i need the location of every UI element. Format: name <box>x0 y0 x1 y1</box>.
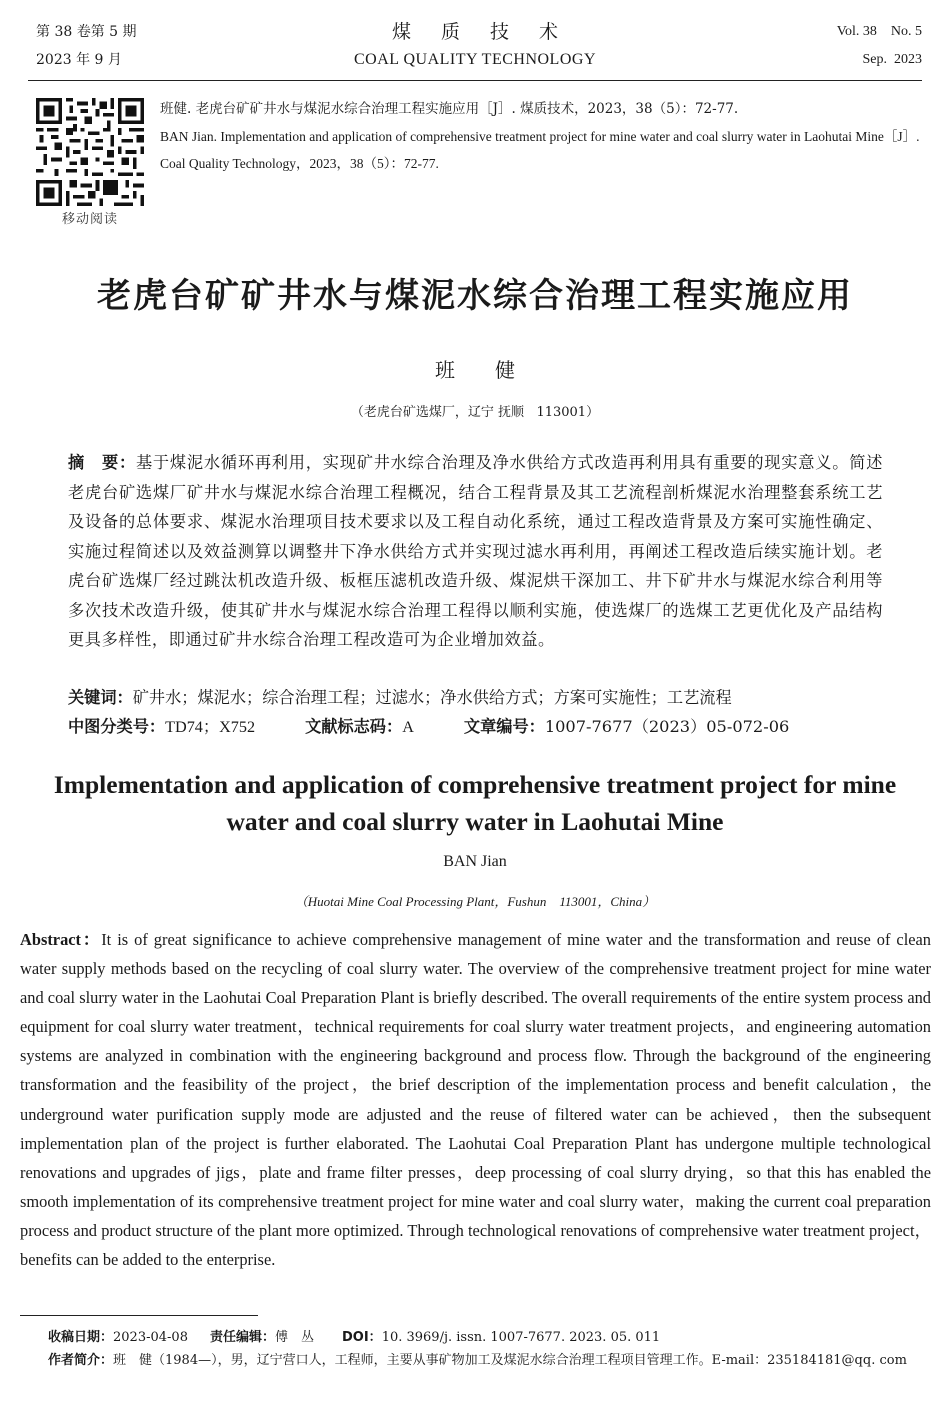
abstract-cn-label: 摘 要： <box>68 453 136 472</box>
received-label: 收稿日期： <box>48 1330 114 1345</box>
editor-label: 责任编辑： <box>209 1330 275 1345</box>
footnote-author-bio <box>48 1350 930 1372</box>
header-right <box>837 18 922 74</box>
journal-name-en: COAL QUALITY TECHNOLOGY <box>354 51 596 68</box>
bio-value: 班 健（1984—），男，辽宁营口人，工程师，主要从事矿物加工及煤泥水综合治理工程项目管理工作。E-mail：235184181@qq. com <box>113 1353 907 1368</box>
clc-label: 中图分类号： <box>68 717 166 736</box>
affiliation-cn: （老虎台矿选煤厂，辽宁 抚顺 113001） <box>350 405 600 420</box>
abstract-en <box>20 925 931 1274</box>
affiliation-en: （Huotai Mine Coal Processing Plant，Fushun 113001，China） <box>294 894 656 909</box>
title-en: Implementation and application of comprehensive treatment project for mine water and coal slurry water in Laohutai Mine <box>53 770 897 836</box>
doi-label: DOI： <box>342 1330 382 1345</box>
citation-block <box>160 96 930 177</box>
abstract-cn-text: 基于煤泥水循环再利用，实现矿井水综合治理及净水供给方式改造再利用具有重要的现实意义。简述老虎台矿选煤厂矿井水与煤泥水综合治理工程概况，结合工程背景及其工艺流程剖析煤泥水治理整套系统工艺及设备的总体要求、煤泥水治理项目技术要求以及工程自动化系统，通过工程改造背景及方案可实施性确定、实施过程简述以及效益测算以调整井下净水供给方式并实现过滤水再利用，再阐述工程改造后续实施计划。老虎台矿选煤厂经过跳汰机改造升级、板框压滤机改造升级、煤泥烘干深加工、井下矿井水与煤泥水综合利用等多次技术改造升级，使其矿井水与煤泥水综合治理工程得以顺利实施，使选煤厂的选煤工艺更优化及产品结构更具多样性，即通过矿井水综合治理工程改造可为企业增加效益。 <box>68 453 883 649</box>
doc-code-value: A <box>402 718 414 736</box>
volume-issue-en: Vol. 38 No. 5 <box>836 24 922 39</box>
clc-value: TD74；X752 <box>165 718 256 736</box>
bio-label: 作者简介： <box>48 1353 114 1368</box>
journal-name-cn: 煤质技术 <box>391 21 588 43</box>
citation-en: BAN Jian. Implementation and application of comprehensive treatment project for mine water and coal slurry water in Laohutai Mine［J］. Coal Quality Technology，2023，38（5）：72-77. <box>160 129 920 171</box>
classification-line <box>68 712 883 742</box>
author-cn: 班健 <box>435 358 555 382</box>
author-en: BAN Jian <box>443 853 507 870</box>
article-no-value: 1007-7677（2023）05-072-06 <box>544 717 790 736</box>
footnote-rule <box>20 1315 258 1316</box>
header-center <box>0 18 950 74</box>
page-title: 老虎台矿矿井水与煤泥水综合治理工程实施应用 <box>97 276 853 316</box>
abstract-en-label: Abstract： <box>20 930 102 949</box>
doc-code-label: 文献标志码： <box>305 717 403 736</box>
citation-cn: 班健. 老虎台矿矿井水与煤泥水综合治理工程实施应用［J］. 煤质技术，2023，38（5）：72-77. <box>160 101 739 117</box>
abstract-cn <box>68 448 883 655</box>
keywords-cn <box>68 683 883 712</box>
volume-issue-cn: 第 38 卷第 5 期 <box>36 24 137 40</box>
editor-value: 傅 丛 <box>274 1330 314 1345</box>
article-no-label: 文章编号： <box>463 717 545 736</box>
footnote-received <box>48 1327 930 1349</box>
date-en: Sep. 2023 <box>862 52 922 67</box>
date-cn: 2023 年 9 月 <box>36 52 122 68</box>
received-value: 2023-04-08 <box>113 1330 188 1345</box>
doi-value[interactable]: 10. 3969/j. issn. 1007-7677. 2023. 05. 011 <box>381 1330 661 1345</box>
qr-caption: 移动阅读 <box>61 212 118 227</box>
abstract-en-text: It is of great significance to achieve comprehensive management of mine water and the transformation and reuse of clean water supply methods based on the recycling of coal slurry water. The overview of the comprehensive treatment project for mine water and coal slurry water in the Laohutai Coal Preparation Plant is briefly described. The overall requirements of the entire system process and equipment for coal slurry water treatment，technical requirements for coal slurry water treatment projects，and engineering automation systems are analyzed in combination with the engineering background and process flow. Through the background of the engineering transformation and the feasibility of the project，the brief description of the implementation process and benefit calculation，the underground water purification supply mode are adjusted and the reuse of filtered water can be achieved，then the subsequent implementation plan of the project is further elaborated. The Laohutai Coal Preparation Plant has undergone multiple technological renovations and upgrades of jigs，plate and frame filter presses，deep processing of coal slurry drying，so that this has enabled the smooth implementation of its comprehensive treatment project for mine water and coal slurry water，making the current coal preparation process and product structure of the plant more optimized. Through technological renovations of comprehensive water treatment project，benefits can be added to the enterprise. <box>20 930 932 1270</box>
qr-code-icon[interactable] <box>36 98 144 206</box>
keywords-label: 关键词： <box>68 688 133 707</box>
keywords-text: 矿井水；煤泥水；综合治理工程；过滤水；净水供给方式；方案可实施性；工艺流程 <box>132 688 732 707</box>
header-rule <box>28 80 922 81</box>
